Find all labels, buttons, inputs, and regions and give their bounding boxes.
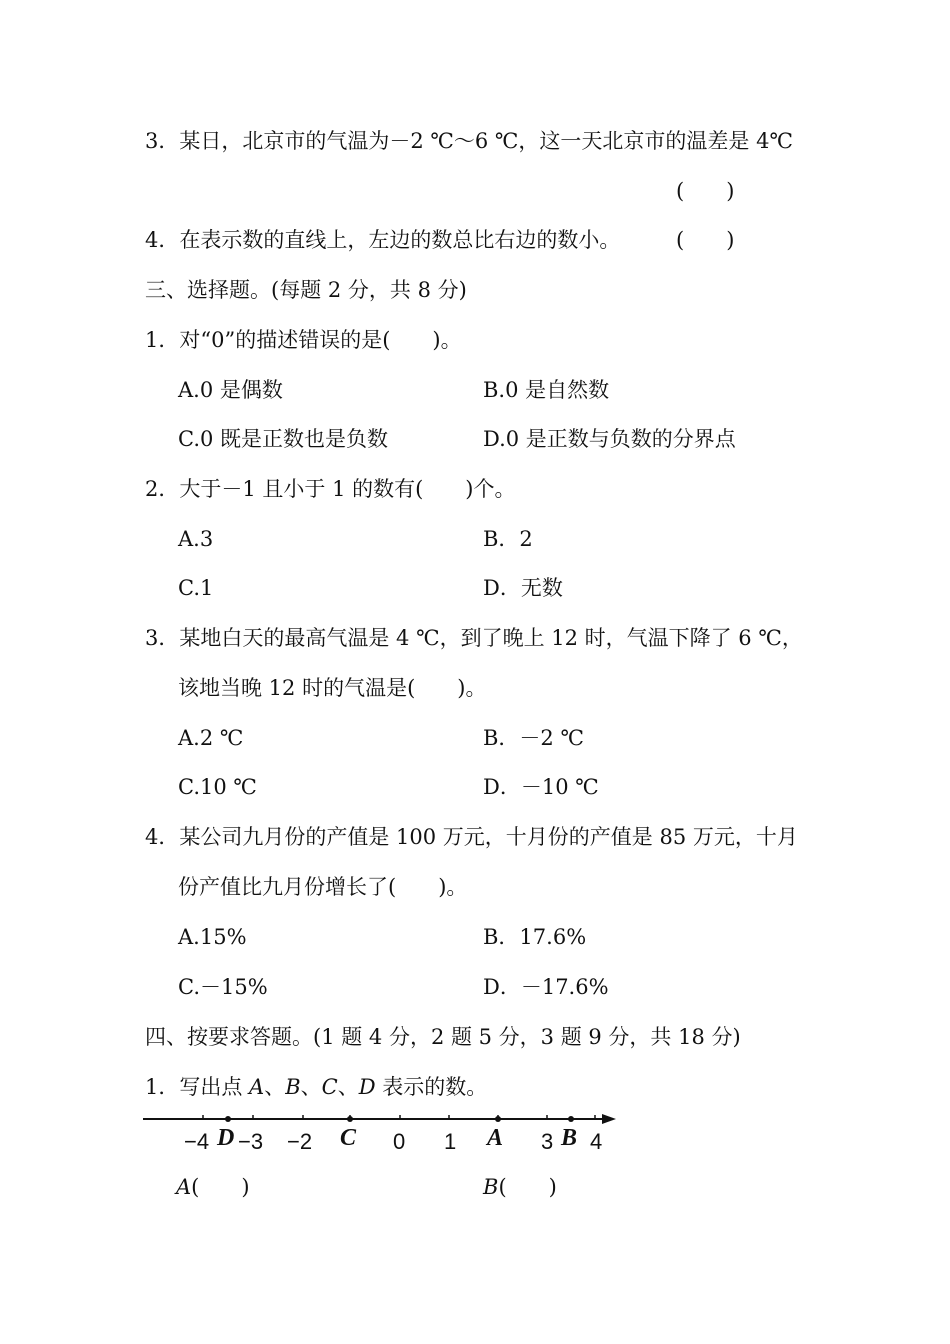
choice-q1-option-a[interactable]: A.0 是偶数 <box>178 378 283 402</box>
tick-label: −2 <box>287 1129 313 1154</box>
answer-b-blank[interactable]: ( ) <box>498 1175 557 1199</box>
judge-q4: 4．在表示数的直线上，左边的数总比右边的数小。 <box>145 228 621 252</box>
answer-q1-post: 表示的数。 <box>375 1075 488 1099</box>
judge-q3-blank[interactable]: ( ) <box>676 179 735 203</box>
answer-b-label: B <box>483 1175 499 1199</box>
point-a-dot <box>495 1116 501 1122</box>
choice-q4-stem-line2: 份产值比九月份增长了( )。 <box>178 875 468 899</box>
choice-q4-option-c[interactable]: C.－15% <box>178 975 268 999</box>
point-b-dot <box>568 1116 574 1122</box>
point-a-label: A <box>487 1125 504 1151</box>
choice-q3-option-c[interactable]: C.10 ℃ <box>178 775 257 799</box>
point-name-a: A <box>249 1075 265 1099</box>
separator: 、 <box>337 1075 359 1099</box>
answer-b-field[interactable] <box>483 1174 557 1200</box>
answer-a-label: A <box>176 1175 192 1199</box>
tick-label: 3 <box>541 1129 554 1154</box>
point-b-label: B <box>561 1125 578 1151</box>
choice-q1-option-b[interactable]: B.0 是自然数 <box>483 378 610 402</box>
tick-label: −3 <box>238 1129 264 1154</box>
point-name-c: C <box>321 1075 338 1099</box>
point-name-d: D <box>358 1075 376 1099</box>
choice-q3-option-d[interactable]: D．－10 ℃ <box>483 775 599 799</box>
tick-label: 1 <box>444 1129 457 1154</box>
choice-q3-stem-line1: 3．某地白天的最高气温是 4 ℃，到了晚上 12 时，气温下降了 6 ℃， <box>145 626 803 650</box>
number-line-axis <box>140 1105 630 1135</box>
point-d-label: D <box>217 1125 235 1151</box>
choice-q2-option-c[interactable]: C.1 <box>178 576 214 600</box>
number-line <box>140 1105 630 1165</box>
judge-q4-blank[interactable]: ( ) <box>676 228 735 252</box>
section-answer-heading: 四、按要求答题。(1 题 4 分，2 题 5 分，3 题 9 分，共 18 分) <box>145 1025 741 1049</box>
answer-q1-stem <box>145 1074 487 1100</box>
choice-q2-option-a[interactable]: A.3 <box>178 527 214 551</box>
choice-q3-stem-line2: 该地当晚 12 时的气温是( )。 <box>178 676 487 700</box>
choice-q4-option-a[interactable]: A.15% <box>178 925 247 949</box>
answer-a-blank[interactable]: ( ) <box>191 1175 250 1199</box>
tick-label: 4 <box>590 1129 603 1154</box>
choice-q1-stem: 1．对“0”的描述错误的是( )。 <box>145 328 462 352</box>
tick-label: 0 <box>393 1129 406 1154</box>
choice-q1-option-d[interactable]: D.0 是正数与负数的分界点 <box>483 427 736 451</box>
answer-a-field[interactable] <box>176 1174 250 1200</box>
choice-q2-option-b[interactable]: B．2 <box>483 527 533 551</box>
choice-q4-stem-line1: 4．某公司九月份的产值是 100 万元，十月份的产值是 85 万元，十月 <box>145 825 798 849</box>
choice-q4-option-b[interactable]: B．17.6% <box>483 925 587 949</box>
point-c-dot <box>347 1116 353 1122</box>
choice-q2-option-d[interactable]: D．无数 <box>483 576 563 600</box>
choice-q2-stem: 2．大于－1 且小于 1 的数有( )个。 <box>145 477 516 501</box>
section-choice-heading: 三、选择题。(每题 2 分，共 8 分) <box>145 278 467 302</box>
answer-q1-pre: 1．写出点 <box>145 1075 250 1099</box>
separator: 、 <box>264 1075 286 1099</box>
point-name-b: B <box>285 1075 301 1099</box>
point-d-dot <box>225 1116 231 1122</box>
separator: 、 <box>300 1075 322 1099</box>
choice-q3-option-a[interactable]: A.2 ℃ <box>178 726 244 750</box>
choice-q1-option-c[interactable]: C.0 既是正数也是负数 <box>178 427 389 451</box>
arrow-head <box>602 1114 616 1124</box>
choice-q3-option-b[interactable]: B．－2 ℃ <box>483 726 584 750</box>
judge-q3: 3．某日，北京市的气温为－2 ℃～6 ℃，这一天北京市的温差是 4℃ <box>145 129 793 153</box>
point-c-label: C <box>340 1125 357 1151</box>
choice-q4-option-d[interactable]: D．－17.6% <box>483 975 609 999</box>
tick-label: −4 <box>184 1129 210 1154</box>
